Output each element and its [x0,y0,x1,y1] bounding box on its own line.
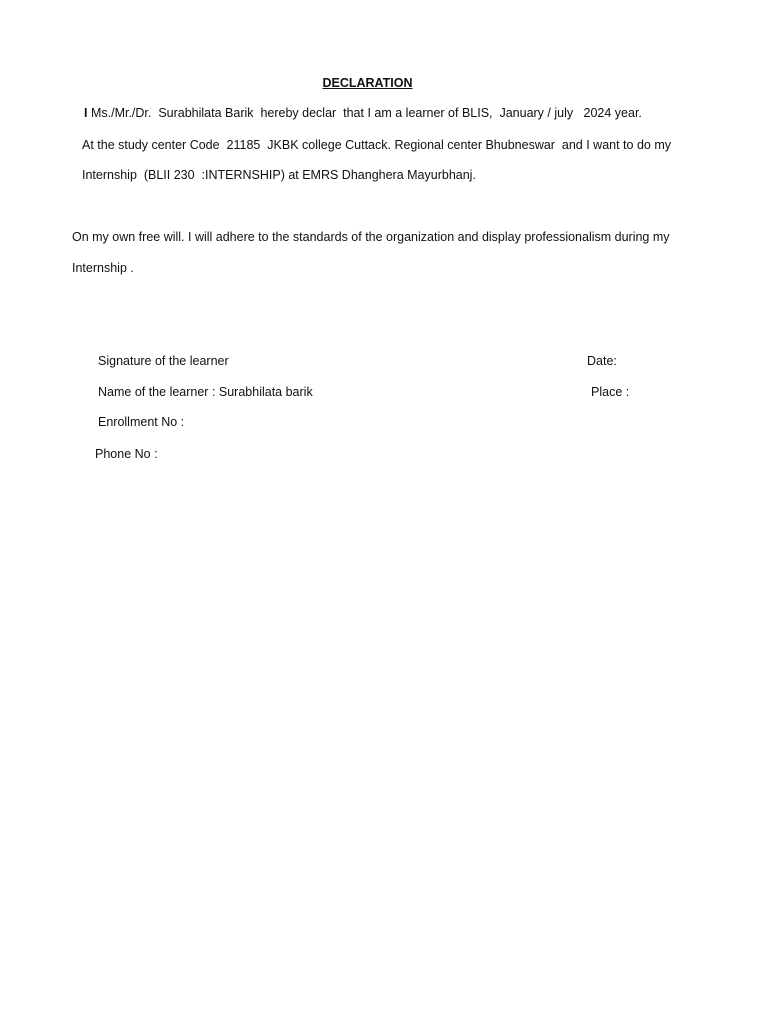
paragraph1-line1 [84,105,642,121]
paragraph1-line1-text: Ms./Mr./Dr. Surabhilata Barik hereby declar that I am a learner of BLIS, January / july 2024 year. [87,106,642,120]
place-label: Place : [591,385,630,399]
paragraph1-line3: Internship (BLII 230 :INTERNSHIP) at EMRS Dhanghera Mayurbhanj. [82,168,476,182]
learner-name-label: Name of the learner : Surabhilata barik [98,385,313,399]
date-label: Date: [587,354,617,368]
signature-label: Signature of the learner [98,354,229,368]
paragraph2-line1: On my own free will. I will adhere to the standards of the organization and display professionalism during my [72,230,670,244]
paragraph1-line2: At the study center Code 21185 JKBK college Cuttack. Regional center Bhubneswar and I want to do my [82,138,671,152]
declaration-title: DECLARATION [322,76,413,90]
paragraph2-line2: Internship . [72,261,134,275]
enrollment-label: Enrollment No : [98,415,185,429]
phone-label: Phone No : [95,447,158,461]
paragraph1-lead: I [84,106,88,120]
